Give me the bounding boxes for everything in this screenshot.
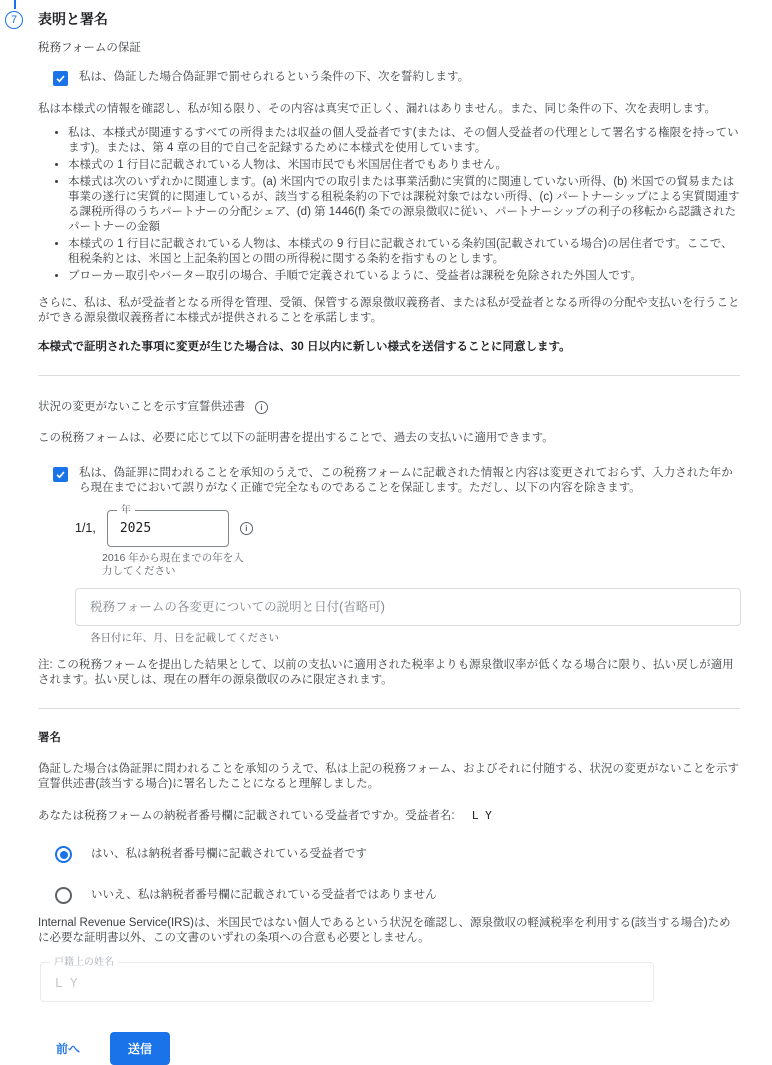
beneficiary-name: L Y <box>471 809 492 822</box>
info-icon[interactable]: i <box>240 522 253 535</box>
consent-paragraph: さらに、私は、私が受益者となる所得を管理、受領、保管する源泉徴収義務者、または私が受益者となる所得の分配や支払いを行うことができる源泉徴収義務者に本様式が提供されることを承諾します。 <box>38 297 740 324</box>
legal-name-label: 戸籍上の姓名 <box>50 957 118 968</box>
step-number-badge <box>5 11 23 29</box>
affidavit-checkbox-row[interactable] <box>53 466 740 496</box>
radio-option-yes[interactable] <box>55 846 740 863</box>
legal-name-field-container <box>40 957 654 1002</box>
section-divider <box>38 375 740 376</box>
year-field-label: 年 <box>117 505 135 516</box>
submit-button[interactable]: 送信 <box>110 1032 170 1065</box>
radio-unselected-icon[interactable] <box>55 887 72 904</box>
checkmark-icon <box>55 469 66 480</box>
date-prefix: 1/1, <box>75 521 96 535</box>
step-number: 7 <box>10 13 18 26</box>
irs-note: Internal Revenue Service(IRS)は、米国民ではない個人であるという状況を確認し、源泉徴収の軽減税率を利用する(該当する場合)ために必要な証明書以外、この文書のいずれの条項への合意も必要としません。 <box>38 917 731 944</box>
perjury-checkbox-label: 私は、偽証した場合偽証罪で罰せられるという条件の下、次を誓約します。 <box>79 71 470 83</box>
certification-bullet: • 本様式の 1 行目に記載されている人物は、本様式の 9 行目に記載されている条約国(記載されている場合)の居住者です。ここで、租税条約とは、米国と上記条約国との間の所得税に関する条約を指すものとします。 <box>68 237 740 267</box>
stepper-connector-line <box>14 0 16 9</box>
form-actions <box>52 1032 740 1065</box>
refund-note: 注: この税務フォームを提出した結果として、以前の支払いに適用された税率よりも源泉徴収率が低くなる場合に限り、払い戻しが適用されます。払い戻しは、現在の暦年の源泉徴収のみに限定されます。 <box>38 659 734 686</box>
back-button[interactable]: 前へ <box>52 1034 84 1063</box>
info-icon[interactable]: i <box>255 401 268 414</box>
radio-yes-label: はい、私は納税者番号欄に記載されている受益者です <box>91 848 367 860</box>
certification-bullet: • 本様式は次のいずれかに関連します。(a) 米国内での取引または事業活動に実質的に関連していない所得、(b) 米国での貿易または事業の遂行に実質的に関連しているが、該当する租税条約の下では課税対象ではない所得、(c) パートナーシップによる実質関連する課税所得のうちパートナーの分配シェア、(d) 第 1446(f) 条での源泉徴収に従い、パートナーシップの利子の移転から認識されたパートナーの金額 <box>68 175 740 235</box>
perjury-checkbox[interactable] <box>53 71 68 86</box>
legal-name-input[interactable] <box>41 963 653 1001</box>
radio-no-label: いいえ、私は納税者番号欄に記載されている受益者ではありません <box>91 889 437 901</box>
checkmark-icon <box>55 73 66 84</box>
affidavit-checkbox[interactable] <box>53 467 68 482</box>
affidavit-description: この税務フォームは、必要に応じて以下の証明書を提出することで、過去の支払いに適用できます。 <box>38 432 554 444</box>
year-helper-text: 2016 年から現在までの年を入力してください <box>102 552 244 577</box>
affidavit-heading: 状況の変更がないことを示す宣誓供述書 <box>38 401 245 413</box>
beneficiary-question-text: あなたは税務フォームの納税者番号欄に記載されている受益者ですか。受益者名: <box>38 810 455 822</box>
certification-bullet: • 私は、本様式が関連するすべての所得または収益の個人受益者です(または、その個人受益者の代理として署名する権限を持っています)。または、第 4 章の目的で自己を記録するために本様式を使用しています。 <box>68 126 740 156</box>
certification-bullet-list <box>38 126 740 284</box>
radio-option-no[interactable] <box>55 887 740 904</box>
signature-acknowledgement: 偽証した場合は偽証罪に問われることを承知のうえで、私は上記の税務フォーム、およびそれに付随する、状況の変更がないことを示す宣誓供述書(該当する場合)に署名したことになると理解しました。 <box>38 763 740 790</box>
perjury-checkbox-row[interactable] <box>53 70 740 86</box>
changes-field-container <box>75 588 741 626</box>
section-divider <box>38 708 740 709</box>
certification-bullet: • ブローカー取引やバーター取引の場合、手順で定義されているように、受益者は課税を免除された外国人です。 <box>68 269 740 284</box>
page-title: 表明と署名 <box>38 11 108 27</box>
certification-bullet: • 本様式の 1 行目に記載されている人物は、米国市民でも米国居住者でもありません。 <box>68 158 740 173</box>
changes-description-input[interactable] <box>76 589 740 625</box>
certification-intro: 私は本様式の情報を確認し、私が知る限り、その内容は真実で正しく、漏れはありません。また、同じ条件の下、次を表明します。 <box>38 103 717 115</box>
beneficiary-question <box>38 808 740 824</box>
affidavit-checkbox-label: 私は、偽証罪に問われることを承知のうえで、この税務フォームに記載された情報と内容は変更されておらず、入力された年から現在までにおいて誤りがなく正確で完全なものであることを保証します。ただし、以下の内容を除きます。 <box>79 467 733 494</box>
radio-selected-icon[interactable] <box>55 846 72 863</box>
change-notice: 本様式で証明された事項に変更が生じた場合は、30 日以内に新しい様式を送信することに同意します。 <box>38 341 571 353</box>
year-input[interactable] <box>108 511 228 546</box>
year-field-container <box>107 505 229 547</box>
changes-helper-text: 各日付に年、月、日を記載してください <box>90 632 279 644</box>
certification-heading: 税務フォームの保証 <box>38 42 141 54</box>
signature-heading: 署名 <box>38 732 61 744</box>
